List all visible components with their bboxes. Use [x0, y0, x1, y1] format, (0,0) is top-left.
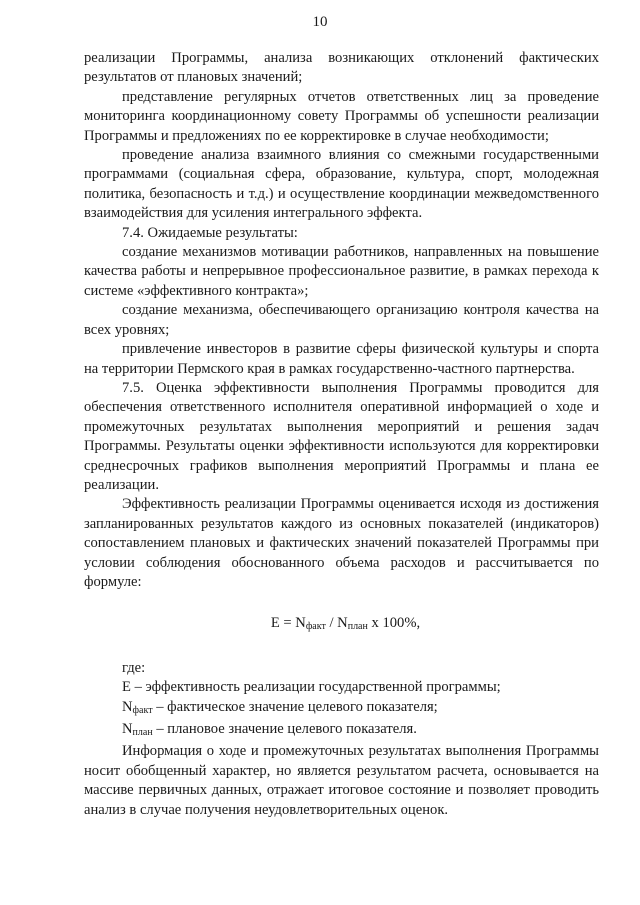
- n-plan-subscript: план: [132, 727, 153, 738]
- n-fact-text: – фактическое значение целевого показателя;: [152, 698, 438, 715]
- n-plan-letter: N: [122, 721, 133, 737]
- definition-n-plan: [84, 720, 599, 742]
- formula-fact-subscript: факт: [305, 621, 326, 633]
- n-fact-subscript: факт: [132, 704, 153, 716]
- n-plan-text: – плановое значение целевого показателя.: [152, 721, 417, 737]
- n-fact-letter: N: [122, 698, 133, 715]
- paragraph-quality-control: создание механизма, обеспечивающего организацию контроля качества на всех уровнях;: [84, 302, 599, 338]
- formula-lhs: E = N: [270, 615, 306, 632]
- definition-e: E – эффективность реализации государственной программы;: [122, 679, 501, 696]
- paragraph-motivation: создание механизмов мотивации работников, направленных на повышение качества работы и непрерывное профессиональное развитие, в рамках перехода к системе «эффективного контракта»;: [84, 244, 599, 299]
- paragraph-reporting: представление регулярных отчетов ответственных лиц за проведение мониторинга координационному совету Программы об успешности реализации Программы и предложениях по ее корректировке в случае необходимости;: [84, 88, 599, 144]
- where-label: где:: [122, 659, 146, 676]
- paragraph-efficiency: Эффективность реализации Программы оценивается исходя из достижения запланированных результатов каждого из основных показателей (индикаторов) сопоставлением плановых и фактических значений показателей Программы при условии соблюдения обоснованного объема расходов и рассчитывается по формуле:: [84, 496, 599, 590]
- paragraph-continuation: реализации Программы, анализа возникающих отклонений фактических результатов от плановых значений;: [84, 50, 599, 86]
- page-number: 10: [312, 14, 328, 30]
- formula-divide: / N: [325, 615, 348, 632]
- paragraph-closing: Информация о ходе и промежуточных результатах выполнения Программы носит обобщенный характер, но является результатом расчета, основывается на массиве первичных данных, отражает итоговое состояние и позволяет проводить анализ в случае получения неудовлетворительных оценок.: [84, 743, 599, 818]
- formula: [84, 614, 599, 636]
- formula-rhs: x 100%,: [367, 615, 421, 632]
- section-heading-7-4: 7.4. Ожидаемые результаты:: [122, 224, 298, 241]
- paragraph-investors: привлечение инвесторов в развитие сферы физической культуры и спорта на территории Пермского края в рамках государственно-частного партнерства.: [84, 341, 599, 377]
- formula-plan-subscript: план: [347, 621, 368, 633]
- paragraph-section-7-5: 7.5. Оценка эффективности выполнения Программы проводится для обеспечения ответственного исполнителя оперативной информацией о ходе и промежуточных результатах выполнения мероприятий и решения задач Программы. Результаты оценки эффективности используются для корректировки среднесрочных графиков выполнения мероприятий Программы и плана ее реализации.: [84, 379, 599, 493]
- definition-n-fact: [84, 698, 599, 720]
- body-text: [84, 49, 599, 820]
- paragraph-analysis: проведение анализа взаимного влияния со смежными государственными программами (социальная сфера, образование, культура, спорт, молодежная политика, безопасность и т.д.) и осуществление координации межведомственного взаимодействия для усиления интегрального эффекта.: [84, 147, 599, 222]
